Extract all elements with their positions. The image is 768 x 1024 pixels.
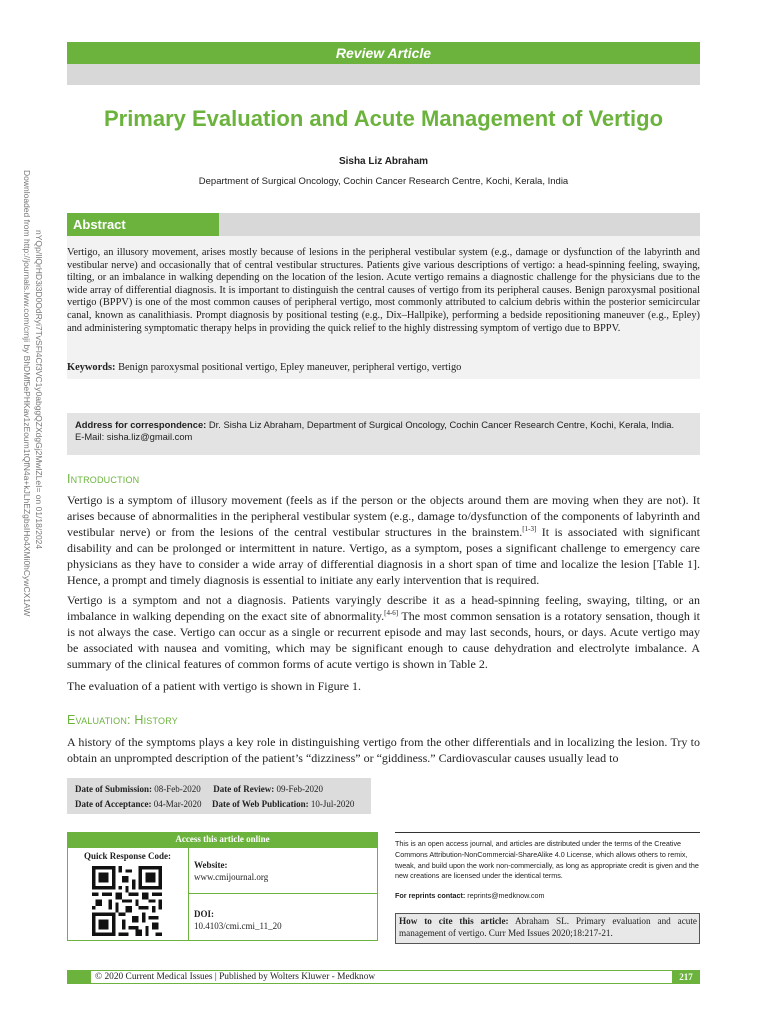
publication-dates [75,782,375,812]
introduction-heading: Introduction [67,472,140,486]
evaluation-heading: Evaluation: History [67,713,178,727]
reprints-contact [395,891,545,900]
correspondence-text [75,419,695,442]
review-date: 09-Feb-2020 [276,784,323,794]
doi-label: DOI: [194,909,214,919]
introduction-paragraph-1 [67,493,700,588]
reprints-email[interactable]: reprints@medknow.com [467,891,545,900]
qr-code-label: Quick Response Code: [83,851,171,861]
abstract-heading: Abstract [67,213,219,236]
submission-label: Date of Submission: [75,784,153,794]
doi-link[interactable]: 10.4103/cmi.cmi_11_20 [194,921,282,931]
abstract-text: Vertigo, an illusory movement, arises mostly because of lesions in the peripheral vestibular system (e.g., damage or dysfunction of the labyrinth and vestibular nerve) and occasionally that of central vestibular structures. Patients give various descriptions of vertigo: a head-spinning feeling, swaying, tilting, or an imbalance in walking depending on the location of the lesion. Acute vertigo remains a diagnostic challenge for the physicians due to the wide array of differential diagnosis. It is important to distinguish the central causes of vertigo from its peripheral causes. Benign paroxysmal positional vertigo (BPPV) is one of the most common causes of peripheral vertigo, most commonly attributed to calcium debris within the posterior semicircular canal, known as canalithiasis. Prompt diagnosis by positional testing (e.g., Dix–Hallpike), performing a bedside repositioning maneuver (e.g., Epley) and administering symptomatic therapy helps in providing the quick relief to the highly distressing symptom of vertigo due to BPPV. [67,247,700,334]
license-text: This is an open access journal, and articles are distributed under the terms of the Creative Commons Attribution-NonCommercial-ShareAlike 4.0 License, which allows others to remix, tweak, and build upon the work non-commercially, as long as appropriate credit is given and the new creations are licensed under the identical terms. [395,839,699,881]
access-divider [188,847,189,941]
intro-p1-text-b: It is associated with significant disability and can be prolonged or intermittent in nature. Vertigo, as a symptom, poses a significant challenge to emergency care physicians as they have to consider a wide array of differential diagnosis in a short span of time and localize the lesion [Table 1]. Hence, a prompt and timely diagnosis is essential to initiate any early intervention that is required. [67,524,700,587]
footer-copyright: © 2020 Current Medical Issues | Published by Wolters Kluwer - Medknow [95,972,376,982]
download-watermark [0,170,50,690]
reprints-label: For reprints contact: [395,891,466,900]
acceptance-label: Date of Acceptance: [75,799,152,809]
website-link[interactable]: www.cmijournal.org [194,872,269,882]
citation-ref[interactable]: [1-3] [522,524,537,533]
submission-date: 08-Feb-2020 [154,784,201,794]
evaluation-paragraph-1: A history of the symptoms plays a key role in distinguishing vertigo from the other differentials and in localizing the lesion. Try to obtain an unprompted description of the patient’s “dizziness” or “giddiness.” Cardiovascular causes usually lead to [67,735,700,765]
web-publication-date: 10-Jul-2020 [310,799,355,809]
keywords-list: Benign paroxysmal positional vertigo, Epley maneuver, peripheral vertigo, vertigo [118,362,462,373]
introduction-paragraph-2 [67,593,700,673]
author-affiliation: Department of Surgical Oncology, Cochin Cancer Research Centre, Kochi, Kerala, India [198,176,569,187]
page-number: 217 [679,972,693,982]
correspondence-email[interactable]: E-Mail: sisha.liz@gmail.com [75,430,193,442]
web-publication-label: Date of Web Publication: [212,799,309,809]
intro-p1-text-a: Vertigo is a symptom of illusory movement (feels as if the person or the objects around them are moving when they are not). It arises because of abnormalities in the peripheral vestibular system (e.g., damage to/dysfunction of the components of labyrinth and vestibular nerve) or from the lesions of the central vestibular structures in the brainstem. [67,493,700,539]
cite-text [399,915,697,939]
review-label: Date of Review: [213,784,275,794]
access-divider [188,893,378,894]
cite-label: How to cite this article: [399,916,509,926]
article-title: Primary Evaluation and Acute Management of Vertigo [103,106,664,131]
citation-ref[interactable]: [4-6] [384,608,399,617]
keywords-label: Keywords: [67,362,116,373]
author-name: Sisha Liz Abraham [338,156,429,167]
intro-p2-text-b: The most common sensation is a rotatory sensation, though it is not always the case. Vertigo can occur as a single or recurrent episode and may last seconds, hours, or days. Acute vertigo may be associated with nausea and vomiting, which may be significant enough to cause dehydration and electrolyte imbalance. A summary of the clinical features of common forms of acute vertigo is shown in Table 2. [67,608,700,671]
license-divider [395,832,700,833]
cite-reference: Abraham SL. Primary evaluation and acute management of vertigo. Curr Med Issues 2020;18:217-21. [399,916,697,938]
correspondence-label: Address for correspondence: [75,419,207,430]
watermark-line-2: nYQp/IlQrHD3i3D0OdRyi7TvSFl4Cf3VC1y0abggQZXdgGj2MwlZLeI= on 01/18/2024 [34,230,44,550]
website-label: Website: [194,860,228,870]
correspondence-address: Dr. Sisha Liz Abraham, Department of Surgical Oncology, Cochin Cancer Research Centre, Kochi, Kerala, India. [208,419,675,430]
introduction-paragraph-3: The evaluation of a patient with vertigo is shown in Figure 1. [67,679,361,693]
intro-p2-text-a: Vertigo is a symptom and not a diagnosis. Patients varyingly describe it as a head-spinning feeling, swaying, tilting, or an imbalance in walking depending on the exact site of abnormality. [67,593,700,623]
qr-code-icon[interactable] [92,866,162,936]
keywords [67,362,700,373]
article-type-banner: Review Article [67,42,700,64]
abstract-heading-bar [219,213,700,236]
acceptance-date: 04-Mar-2020 [153,799,202,809]
access-online-heading: Access this article online [67,832,378,847]
header-grey-bar [67,64,700,85]
watermark-line-1: Downloaded from http://journals.lww.com/cmji by BhDMf5ePHKav1zEoum1tQfN4a+kJLhEZgbsIHo4XMi0hCywCX1AW [22,170,32,617]
